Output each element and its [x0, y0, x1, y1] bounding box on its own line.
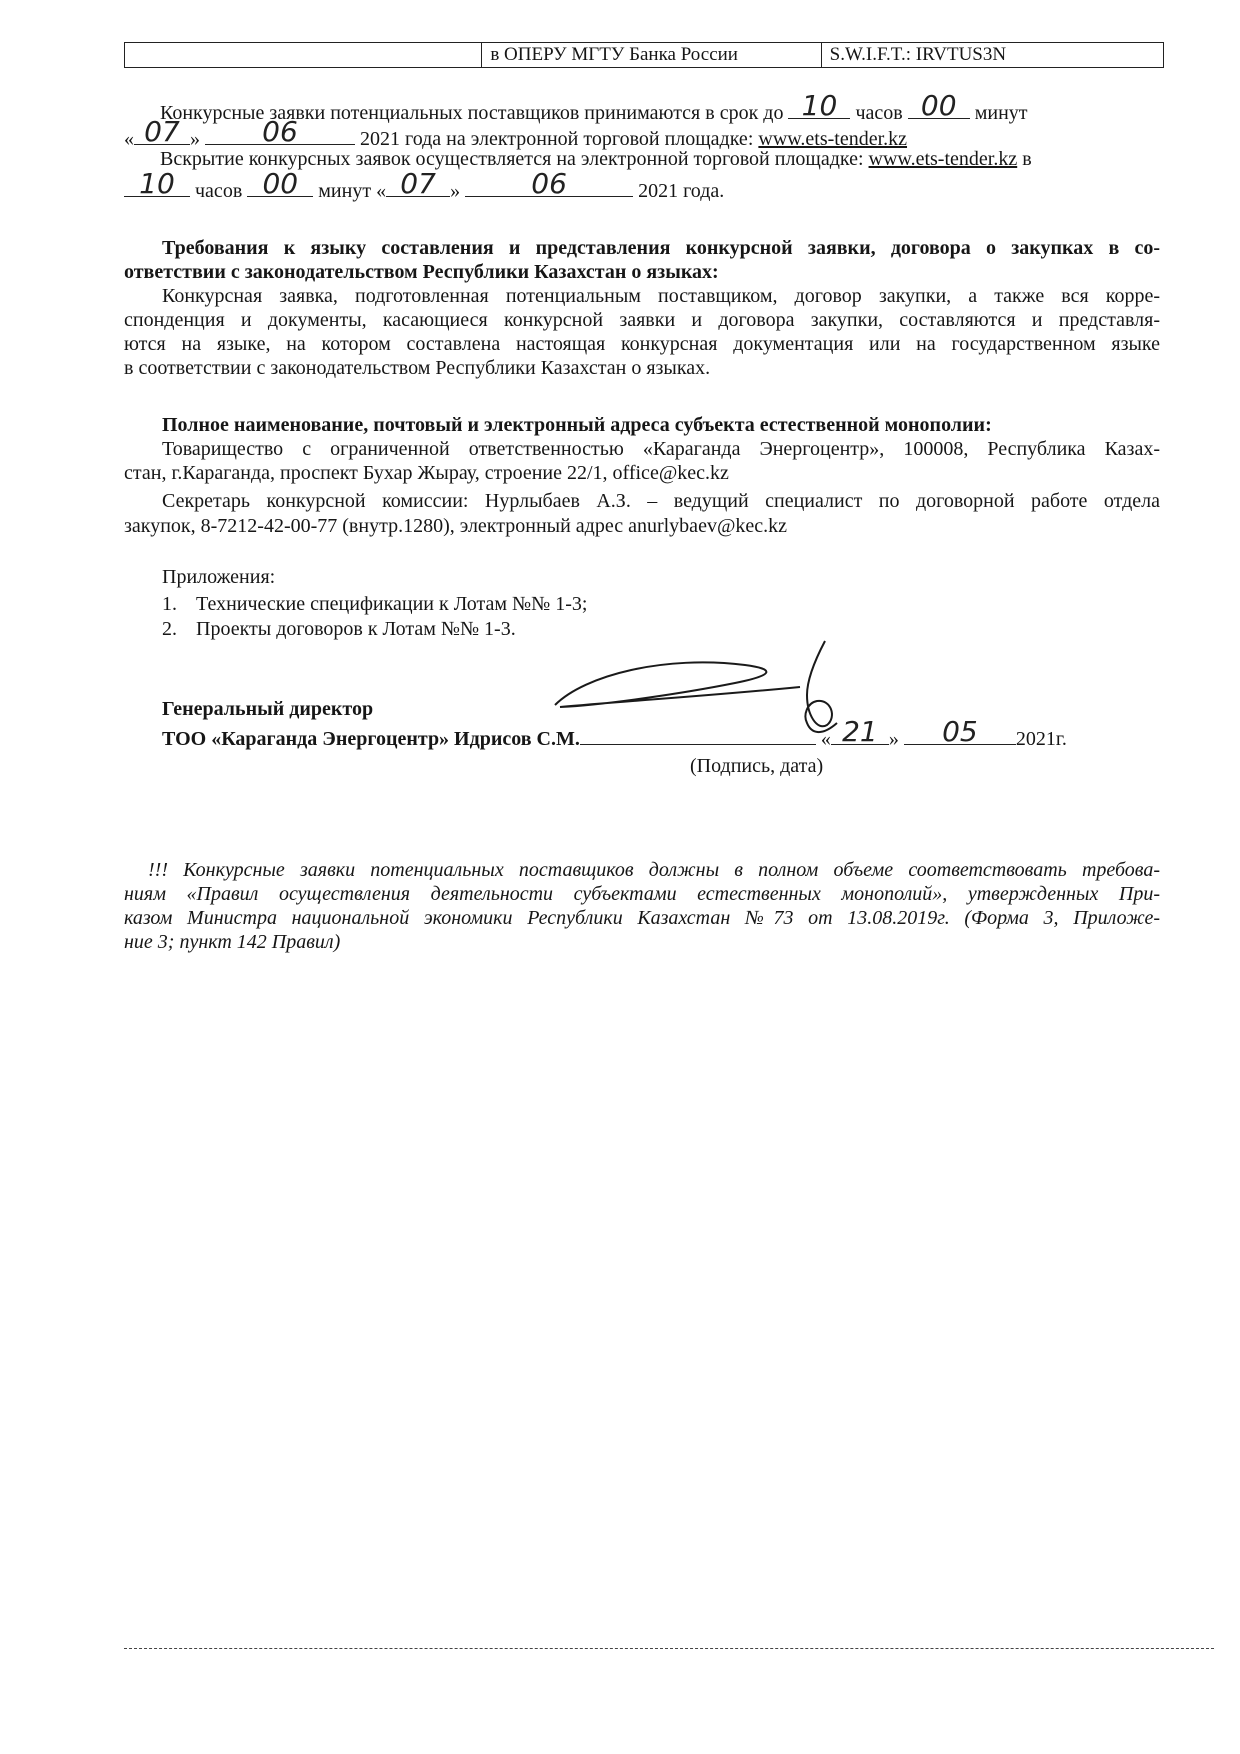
language-heading-2: ответствии с законодательством Республики Казахстан о языках:: [124, 261, 719, 283]
opening-url-link[interactable]: www.ets-tender.kz: [868, 148, 1018, 170]
entity-line-1: Товарищество с ограниченной ответственностью «Караганда Энергоцентр», 100008, Республика Казах-: [162, 438, 1160, 460]
submission-minutes-field: [908, 89, 970, 122]
opening-year-text: 2021 года.: [638, 180, 725, 202]
language-body-1: Конкурсная заявка, подготовленная потенциальным поставщиком, договор закупки, а также вся корре-: [162, 285, 1160, 307]
opening-quote-close: »: [450, 180, 461, 202]
entity-line-3: Секретарь конкурсной комиссии: Нурлыбаев А.З. – ведущий специалист по договорной работе отдела: [162, 490, 1160, 512]
attachment-item: [124, 592, 1198, 616]
entity-line-2: стан, г.Караганда, проспект Бухар Жырау, строение 22/1, office@kec.kz: [124, 462, 729, 484]
attachment-text: Проекты договоров к Лотам №№ 1-3.: [196, 618, 516, 640]
quote-close: »: [190, 128, 200, 150]
submission-hours-field: [788, 89, 850, 122]
attachment-num: 2.: [162, 618, 177, 640]
opening-minutes: 00: [262, 167, 299, 200]
submission-year-text: 2021 года на электронной торговой площадке:: [360, 128, 754, 150]
submission-url-link[interactable]: www.ets-tender.kz: [758, 128, 908, 150]
signature-title: Генеральный директор: [162, 698, 374, 720]
opening-hours-word: часов: [195, 180, 243, 202]
signature-org: ТОО «Караганда Энергоцентр» Идрисов С.М.: [162, 728, 580, 750]
signature-month-field: [904, 715, 1016, 748]
minutes-word: минут: [974, 102, 1028, 124]
attachment-text: Технические спецификации к Лотам №№ 1-3;: [196, 593, 588, 615]
language-body-4: в соответствии с законодательством Республики Казахстан о языках.: [124, 357, 711, 379]
submission-text: Конкурсные заявки потенциальных поставщиков принимаются в срок до: [160, 102, 784, 124]
bank-cell-empty: [125, 43, 482, 67]
submission-hours: 10: [801, 89, 838, 122]
note-line-3: казом Министра национальной экономики Республики Казахстан №73 от 13.08.2019г. (Форма 3, Приложе-: [124, 907, 1160, 929]
attachments-title: Приложения:: [162, 566, 276, 588]
signature-year: 2021г.: [1015, 728, 1067, 750]
footer-dashed-rule: [124, 1648, 1214, 1649]
opening-minutes-field: [247, 167, 313, 200]
hours-word: часов: [855, 102, 903, 124]
opening-day-field: [386, 167, 450, 200]
language-body-2: спонденция и документы, касающиеся конкурсной заявки и договора закупки, составляются и представля-: [124, 309, 1160, 331]
attachment-num: 1.: [162, 593, 177, 615]
signature-quote-close: »: [888, 728, 899, 750]
opening-hours-field: [124, 167, 190, 200]
opening-month: 06: [531, 167, 567, 200]
note-line-4: ние 3; пункт 142 Правил): [124, 931, 341, 953]
note-line-1: !!! Конкурсные заявки потенциальных поставщиков должны в полном объеме соответствовать требова-: [148, 859, 1160, 881]
bank-cell-swift: S.W.I.F.T.: IRVTUS3N: [829, 44, 1007, 65]
signature-day: 21: [842, 715, 878, 748]
handwritten-signature: [545, 635, 865, 750]
bank-details-table: [124, 42, 1164, 68]
opening-day: 07: [400, 167, 436, 200]
opening-month-field: [465, 167, 633, 200]
opening-in: в: [1022, 148, 1032, 170]
note-line-2: ниям «Правил осуществления деятельности субъектами естественных монополий», утвержденных При-: [124, 883, 1160, 905]
submission-day: 07: [144, 115, 180, 148]
signature-quote-open: «: [820, 728, 831, 750]
opening-minutes-word: минут «: [318, 180, 387, 202]
signature-caption: (Подпись, дата): [690, 755, 824, 777]
opening-text: Вскрытие конкурсных заявок осуществляется на электронной торговой площадке:: [160, 148, 864, 170]
submission-minutes: 00: [920, 89, 957, 122]
language-body-3: ются на языке, на котором составлена настоящая конкурсная документация или на государственном языке: [124, 333, 1160, 355]
opening-hours: 10: [139, 167, 175, 200]
submission-month: 06: [262, 115, 298, 148]
entity-line-4: закупок, 8-7212-42-00-77 (внутр.1280), электронный адрес anurlybaev@kec.kz: [124, 515, 787, 537]
submission-day-field: [134, 115, 190, 148]
signature-month: 05: [942, 715, 978, 748]
bank-cell-name: в ОПЕРУ МГТУ Банка России: [482, 43, 821, 67]
quote-open: «: [124, 128, 134, 150]
language-heading-1: Требования к языку составления и представления конкурсной заявки, договора о закупках в со-: [162, 237, 1160, 259]
opening-line-2: [124, 167, 1160, 203]
entity-heading: Полное наименование, почтовый и электронный адреса субъекта естественной монополии:: [162, 414, 992, 436]
submission-month-field: [205, 115, 355, 148]
